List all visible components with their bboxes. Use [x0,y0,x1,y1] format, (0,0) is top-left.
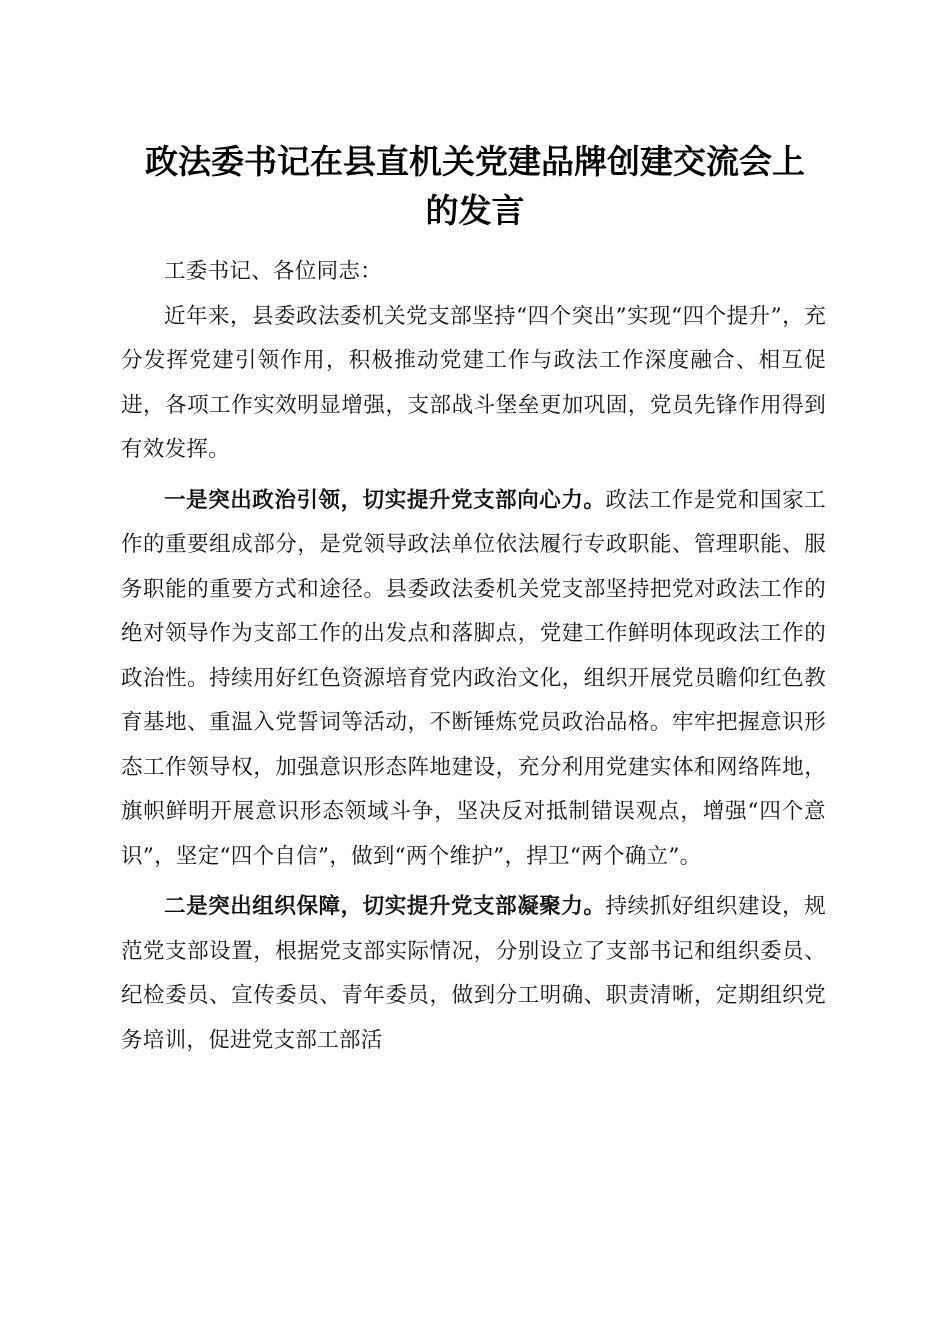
salutation: 工委书记、各位同志： [164,259,383,284]
paragraph-political-leadership [121,479,826,880]
title-line-1: 政法委书记在县直机关党建品牌创建交流会上 [145,142,805,181]
paragraph-text: 近年来，县委政法委机关党支部坚持“四个突出”实现“四个提升”，充分发挥党建引领作用，积极推动党建工作与政法工作深度融合、相互促进，各项工作实效明显增强，支部战斗堡垒更加巩固，党员先锋作用得到有效发挥。 [121,303,826,462]
title-line-2: 的发言 [425,191,525,230]
paragraph-text: 持续抓好组织建设，规范党支部设置，根据党支部实际情况，分别设立了支部书记和组织委员、纪检委员、宣传委员、青年委员，做到分工明确、职责清晰，定期组织党务培训，促进党支部工部活 [121,894,826,1053]
paragraph-organization-guarantee [121,885,826,1063]
paragraph-lead: 二是突出组织保障，切实提升党支部凝聚力。 [164,894,606,919]
document-body [121,250,826,1063]
paragraph-intro [121,295,826,473]
paragraph-lead: 一是突出政治引领，切实提升党支部向心力。 [164,487,606,513]
paragraph-text: 政法工作是党和国家工作的重要组成部分，是党领导政法单位依法履行专政职能、管理职能、服务职能的重要方式和途径。县委政法委机关党支部坚持把党对政法工作的绝对领导作为支部工作的出发点和落脚点，党建工作鲜明体现政法工作的政治性。持续用好红色资源培育党内政治文化，组织开展党员瞻仰红色教育基地、重温入党誓词等活动，不断锤炼党员政治品格。牢牢把握意识形态工作领导权，加强意识形态阵地建设，充分利用党建实体和网络阵地，旗帜鲜明开展意识形态领域斗争，坚决反对抵制错误观点，增强“四个意识”，坚定“四个自信”，做到“两个维护”，捍卫“两个确立”。 [121,487,826,869]
page-title [100,137,850,235]
